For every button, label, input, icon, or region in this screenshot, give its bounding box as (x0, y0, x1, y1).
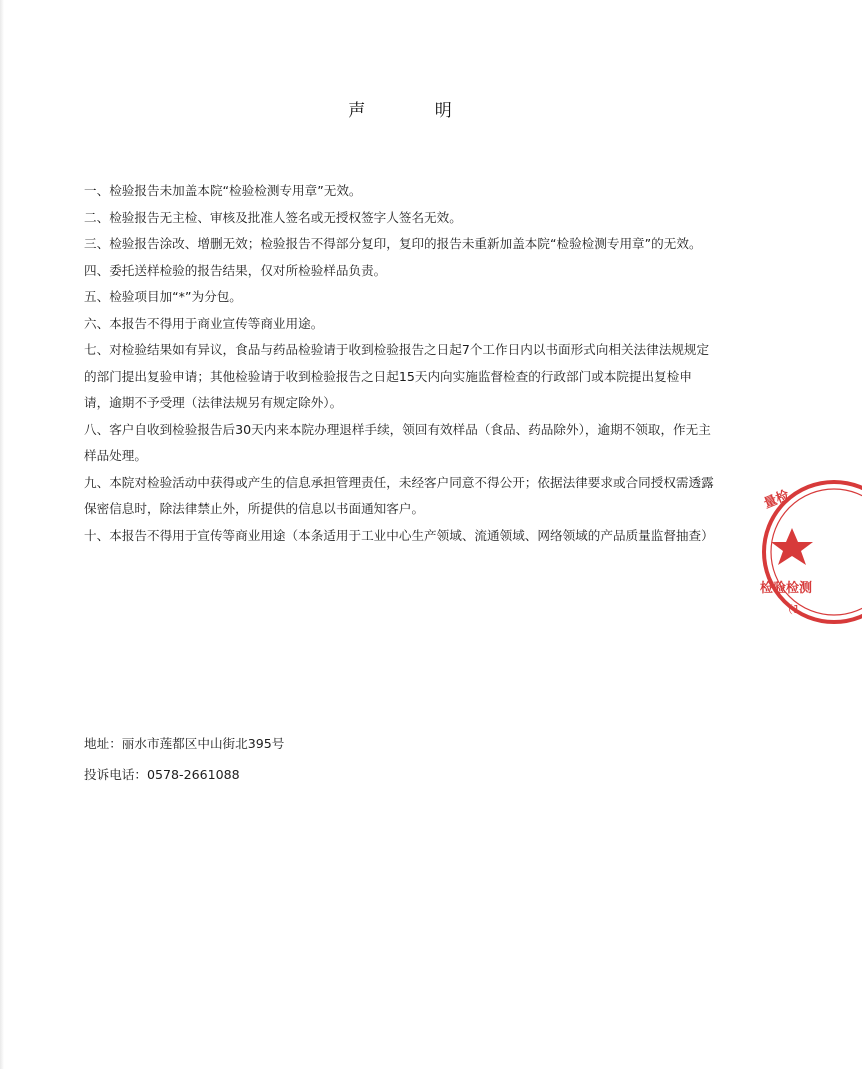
contact-info (84, 728, 584, 790)
clause-3: 三、检验报告涂改、增删无效；检验报告不得部分复印，复印的报告未重新加盖本院“检验检测专用章”的无效。 (84, 236, 702, 251)
page-edge-shadow (0, 0, 4, 1069)
clause-4: 四、委托送样检验的报告结果，仅对所检验样品负责。 (84, 262, 387, 278)
clause-6: 六、本报告不得用于商业宣传等商业用途。 (84, 315, 324, 331)
clause-9: 九、本院对检验活动中获得或产生的信息承担管理责任，未经客户同意不得公开；依据法律要求或合同授权需透露保密信息时，除法律禁止外，所提供的信息以书面通知客户。 (84, 474, 714, 516)
seal-graphic (752, 470, 862, 630)
clause-7: 七、对检验结果如有异议，食品与药品检验请于收到检验报告之日起7个工作日内以书面形式向相关法律法规规定的部门提出复验申请；其他检验请于收到检验报告之日起15天内向实施监督检查的行政部门或本院提出复检申请，逾期不予受理（法律法规另有规定除外）。 (84, 342, 710, 410)
seal-text-bottom: （1 (782, 603, 800, 616)
address-line: 地址：丽水市莲都区中山街北395号 (84, 736, 285, 751)
clause-list (84, 178, 716, 549)
clause-1: 一、检验报告未加盖本院“检验检测专用章”无效。 (84, 183, 362, 198)
official-seal-stamp (752, 470, 813, 630)
seal-text-middle: 检验检测 (760, 581, 813, 596)
clause-2: 二、检验报告无主检、审核及批准人签名或无授权签字人签名无效。 (84, 209, 462, 225)
document-title: 声 明 (348, 101, 484, 121)
clause-10: 十、本报告不得用于宣传等商业用途（本条适用于工业中心生产领域、流通领域、网络领域的产品质量监督抽查） (84, 527, 714, 543)
clause-5: 五、检验项目加“*”为分包。 (84, 289, 242, 304)
clause-8: 八、客户自收到检验报告后30天内来本院办理退样手续，领回有效样品（食品、药品除外），逾期不领取，作无主样品处理。 (84, 421, 711, 463)
complaint-phone-line: 投诉电话：0578-2661088 (84, 767, 240, 782)
seal-text-top: 量检 (761, 488, 792, 512)
seal-star-icon (771, 528, 813, 565)
